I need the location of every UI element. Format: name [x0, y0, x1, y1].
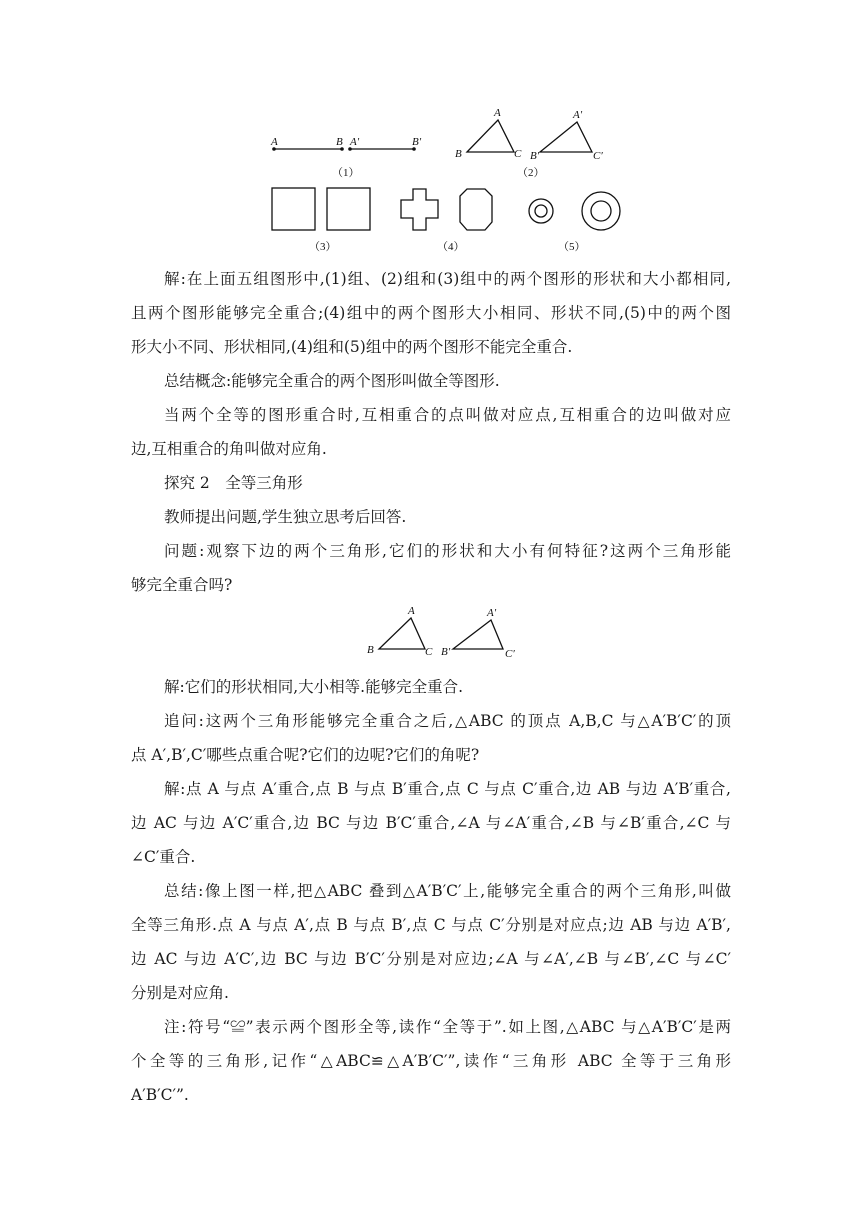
- square-2: [327, 188, 370, 230]
- octagon-shape: [460, 189, 492, 230]
- text-line: 当两个全等的图形重合时,互相重合的点叫做对应点,互相重合的边叫做对应: [164, 406, 731, 424]
- text-line: 个全等的三角形,记作“△ABC≌△A′B′C′”,读作“三角形 ABC 全等于三角形: [131, 1052, 731, 1070]
- text-line: 教师提出问题,学生独立思考后回答.: [164, 508, 407, 526]
- text-line: 边 AC 与边 A′C′,边 BC 与边 B′C′分别是对应边;∠A 与∠A′,∠B 与∠B′,∠C 与∠C′: [131, 950, 731, 968]
- paragraph-followup: [131, 704, 731, 772]
- text-line: 解:在上面五组图形中,(1)组、(2)组和(3)组中的两个图形的形状和大小都相同,: [164, 270, 731, 288]
- tri-label-B: B: [367, 644, 374, 656]
- caption-1: （1）: [332, 167, 360, 179]
- tri-label-C: C: [514, 148, 522, 160]
- five-groups-figure: [262, 104, 622, 256]
- paragraph-concept: [131, 364, 731, 398]
- text-line: 形大小不同、形状相同,(4)组和(5)组中的两个图形不能完全重合.: [131, 338, 573, 356]
- tri-label-B1: B′: [441, 646, 451, 658]
- text-line: 追问:这两个三角形能够完全重合之后,△ABC 的顶点 A,B,C 与△A′B′C′的顶: [164, 712, 731, 730]
- ring-large-inner: [591, 201, 611, 221]
- ring-large-outer: [582, 192, 620, 230]
- cross-shape: [401, 189, 438, 230]
- triangle-a1b1c1: [540, 122, 592, 152]
- paragraph-summary: [131, 874, 731, 1010]
- paragraph-answer: [131, 670, 731, 704]
- text-line: 探究 2 全等三角形: [164, 474, 303, 492]
- text-line: 够完全重合吗?: [131, 576, 233, 594]
- label-B: B: [336, 136, 343, 148]
- caption-3: （3）: [309, 241, 337, 253]
- text-line: 问题:观察下边的两个三角形,它们的形状和大小有何特征?这两个三角形能: [164, 542, 731, 560]
- ring-small-inner: [535, 205, 547, 217]
- text-line: A′B′C′”.: [131, 1086, 189, 1104]
- two-triangles-figure: [362, 602, 524, 662]
- text-line: ∠C′重合.: [131, 848, 196, 866]
- triangle-abc: [467, 120, 514, 152]
- text-line: 总结概念:能够完全重合的两个图形叫做全等图形.: [164, 372, 500, 390]
- label-A: A: [271, 136, 278, 148]
- tri-label-B1: B′: [530, 150, 540, 162]
- paragraph-note: [131, 1010, 731, 1112]
- paragraph-correspondence: [131, 398, 731, 466]
- text-line: 注:符号“≌”表示两个图形全等,读作“全等于”.如上图,△ABC 与△A′B′C′是两: [164, 1018, 731, 1036]
- text-line: 边,互相重合的角叫做对应角.: [131, 440, 327, 458]
- text-line: 总结:像上图一样,把△ABC 叠到△A′B′C′上,能够完全重合的两个三角形,叫做: [164, 882, 731, 900]
- caption-5: （5）: [558, 241, 586, 253]
- label-A1: A′: [350, 136, 360, 148]
- text-line: 全等三角形.点 A 与点 A′,点 B 与点 B′,点 C 与点 C′分别是对应点;边 AB 与边 A′B′,: [131, 916, 731, 934]
- two-triangles-svg: [362, 602, 524, 662]
- paragraph-question: [131, 534, 731, 602]
- label-B1: B′: [412, 136, 422, 148]
- triangle-abc: [379, 618, 425, 649]
- text-line: 边 AC 与边 A′C′重合,边 BC 与边 B′C′重合,∠A 与∠A′重合,∠B 与∠B′重合,∠C 与: [131, 814, 731, 832]
- tri-label-B: B: [455, 148, 462, 160]
- caption-4: （4）: [437, 241, 465, 253]
- text-line: 解:它们的形状相同,大小相等.能够完全重合.: [164, 678, 464, 696]
- tri-label-A: A: [494, 107, 501, 119]
- triangle-a1b1c1: [453, 620, 503, 649]
- tri-label-A1: A′: [487, 607, 497, 619]
- tri-label-C1: C′: [593, 150, 603, 162]
- tri-label-A1: A′: [573, 109, 583, 121]
- tri-label-C1: C′: [505, 648, 515, 660]
- tri-label-C: C: [425, 646, 433, 658]
- section-heading: [131, 466, 731, 500]
- paragraph-teacher: [131, 500, 731, 534]
- square-1: [272, 188, 315, 230]
- text-line: 点 A′,B′,C′哪些点重合呢?它们的边呢?它们的角呢?: [131, 746, 480, 764]
- five-groups-svg: [262, 104, 622, 256]
- text-line: 分别是对应角.: [131, 984, 229, 1002]
- ring-small-outer: [529, 199, 553, 223]
- paragraph-solution-2: [131, 772, 731, 874]
- caption-2: （2）: [517, 167, 545, 179]
- text-line: 且两个图形能够完全重合;(4)组中的两个图形大小相同、形状不同,(5)中的两个图: [131, 304, 731, 322]
- paragraph-solution-1: [131, 262, 731, 364]
- text-line: 解:点 A 与点 A′重合,点 B 与点 B′重合,点 C 与点 C′重合,边 AB 与边 A′B′重合,: [164, 780, 731, 798]
- tri-label-A: A: [408, 605, 415, 617]
